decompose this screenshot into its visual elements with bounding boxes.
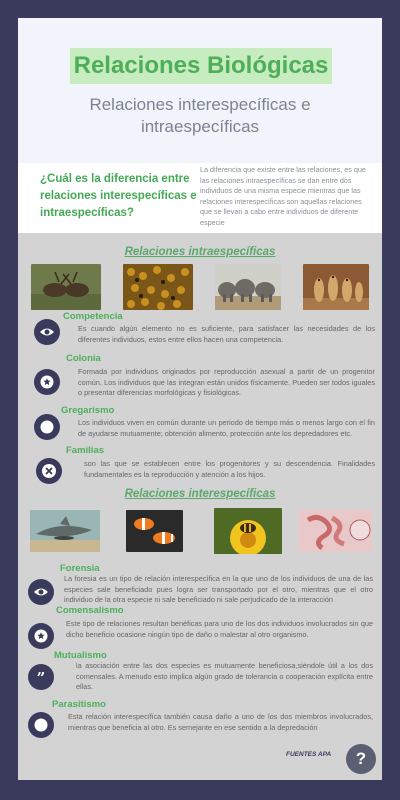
intro-answer: La diferencia que existe entre las relaciones, es que las relaciones intraespecíficas se dan entre dos individuos de una misma especie mientras que las relaciones interespecíficas son aquellas relaciones que se llevan a cabo entre individuos de diferente especie [200,165,366,227]
help-button[interactable]: ? [346,744,376,774]
sources-link[interactable]: FUENTES APA [286,751,332,758]
familias-heading: Familias [66,445,105,456]
competencia-heading: Competencia [63,311,123,322]
close-icon [36,458,62,484]
colonia-text: Formada por individuos originados por reproducción asexual a partir de un progenitor común. Los individuos que las integran están unidos físicamente. Pueden ser todos iguales o presentar diferencias morfológicas y fisiológicas. [78,367,375,397]
comensalismo-heading: Comensalismo [56,605,124,616]
page-title: Relaciones Biológicas [70,48,332,84]
inter-section-title: Relaciones interespecíficas [124,488,276,500]
header [18,18,382,163]
mutualismo-heading: Mutualismo [54,650,107,661]
star-icon [34,369,60,395]
intro-section [18,163,382,233]
quote-icon [28,664,54,690]
meerkats-family-image [303,264,369,310]
competencia-text: Es cuando algún elemento no es suficiente, para satisfacer las necesidades de los diferentes individuos, estos entre ellos hacen una competencia. [78,324,375,344]
parasitismo-heading: Parasitismo [52,699,106,710]
infographic-card [18,18,382,780]
comensalismo-text: Este tipo de relaciones resultan benéficas para uno de los dos individuos involucrados sin que dicho beneficio ocasione ningún tipo de daño o malestar al otro organismo. [66,619,373,639]
forensia-heading: Forensia [60,563,100,574]
svg-text:”: ” [36,669,46,687]
page-subtitle: Relaciones interespecíficas e intraespecíficas [89,95,311,136]
forensia-text: La foresia es un tipo de relación interespecífica en la que uno de los individuos de una de las especies sale beneficiado pues logra ser transportado por el otro, mientras que el otro individuo de la otra especie ni sale beneficiado ni sale perjudicado de la interacción [64,574,373,604]
gregarismo-heading: Gregarismo [61,405,115,416]
gregarismo-text: Los individuos viven en común durante un periodo de tiempo más o menos largo con el fin de ayudarse mutuamente; obtención alimento, protección ante los depredadores etc. [78,418,375,438]
clownfish-anemone-image [126,510,183,552]
familias-text: son las que se establecen entre los progenitores y su descendencia. Finalidades fundamentales es la reproducción y atención a los hijos. [84,459,375,479]
bees-colony-image [123,264,193,310]
parasitismo-text: Esta relación interespecífica también causa daño a uno de los dos miembros involucrados, mientras que beneficia al otro. Es semejante en ese sentido a la depredación [68,712,373,732]
star-icon [28,623,54,649]
intestine-bacteria-image [298,510,372,552]
bee-flower-image [214,508,282,554]
dot-icon [34,414,60,440]
eye-icon [28,579,54,605]
intro-question: ¿Cuál es la diferencia entre relaciones interespecíficas e intraespecíficas? [40,173,197,219]
intra-section-title: Relaciones intraespecíficas [124,246,276,258]
deer-fighting-image [31,264,101,310]
elephants-herd-image [215,264,281,310]
dot-icon [28,712,54,738]
eye-icon [34,319,60,345]
colonia-heading: Colonia [66,353,101,364]
remora-shark-image [30,510,100,552]
mutualismo-text: la asociación entre las dos especies es mutuamente beneficiosa,siéndole útil a los dos comensales. A menudo esto implica algún grado de tolerancia o cooperación explícita entre ellas. [76,661,373,691]
